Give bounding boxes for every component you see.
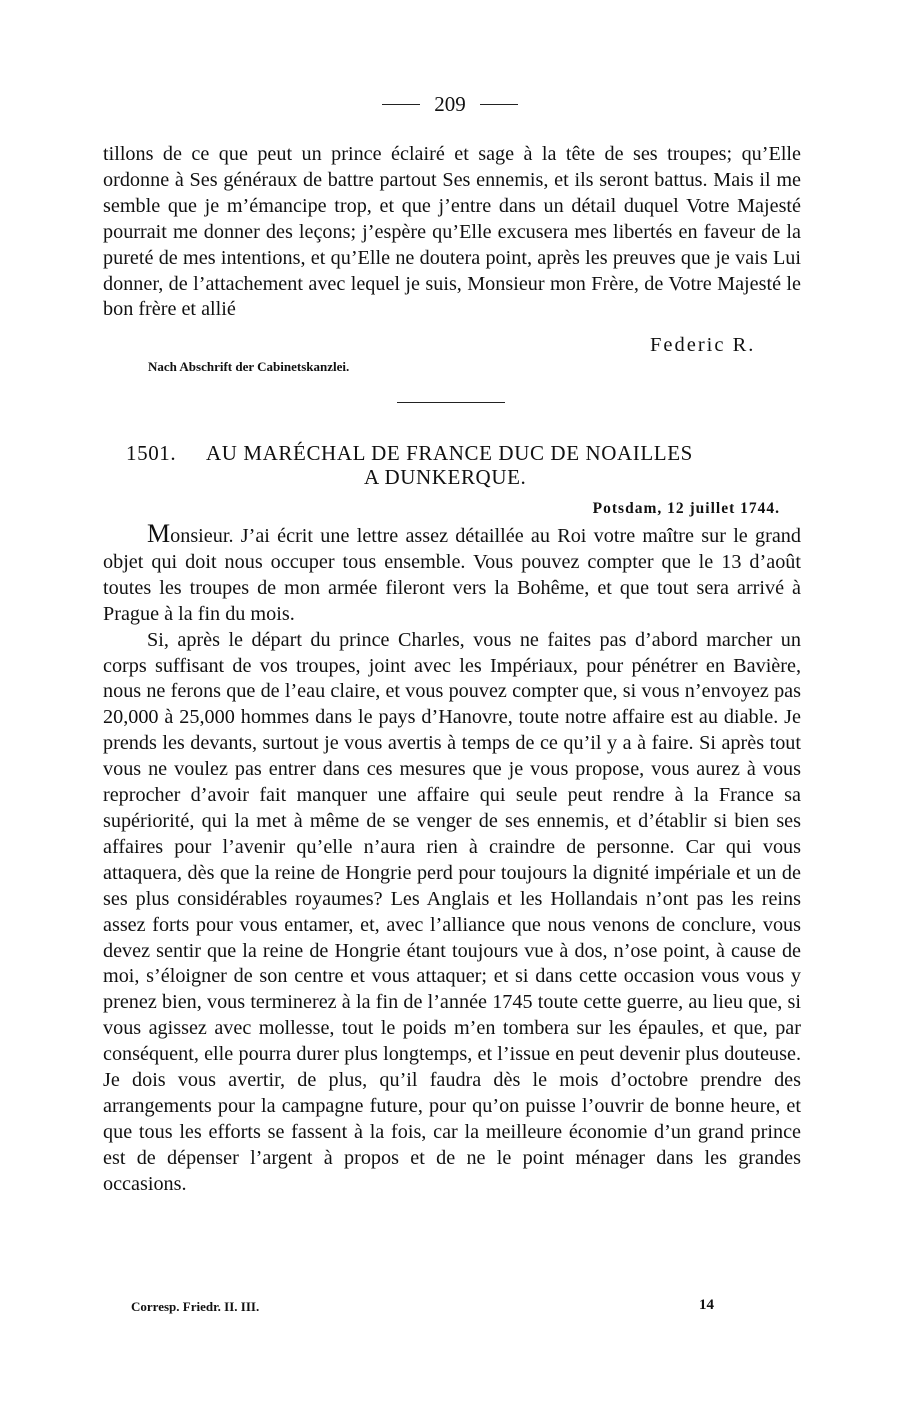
letter-number: 1501. bbox=[126, 441, 177, 465]
footer-signature-mark: Corresp. Friedr. II. III. bbox=[131, 1299, 260, 1314]
letter-title-line-1: AU MARÉCHAL DE FRANCE DUC DE NOAILLES bbox=[206, 441, 693, 465]
header-rule-right bbox=[480, 104, 518, 105]
footer-sheet-number: 14 bbox=[699, 1297, 714, 1313]
signature: Federic R. bbox=[650, 334, 756, 356]
source-note: Nach Abschrift der Cabinetskanzlei. bbox=[148, 359, 350, 374]
letter-paragraph-2: Si, après le départ du prince Charles, vous ne faites pas d’abord marcher un corps suffisant de vos troupes, joint avec les Impériaux, pour pénétrer en Bavière, nous ne ferons que de l’eau claire, et vous pouvez compter que, si vous n’envoyez pas 20,000 à 25,000 hommes dans le pays d’Hanovre, toute notre affaire est au diable. Je prends les devants, surtout je vous avertis à temps de ce qu’il y a à faire. Si après tout vous ne voulez pas entrer dans ces mesures que je vous propose, vous aurez à vous reprocher d’avoir fait manquer une affaire qui seule peut rendre à la France sa supériorité, qui la met à même de se venger de ses ennemis, et d’établir si bien ses affaires pour l’avenir qu’elle n’aura rien à craindre de personne. Car qui vous attaquera, dès que la reine de Hongrie perd pour toujours la dignité impériale et un de ses plus considérables royaumes? Les Anglais et les Hollandais n’ont pas les reins assez forts pour vous entamer, et, avec l’alliance que nous venons de conclure, vous devez sentir que la reine de Hongrie étant toujours vue à dos, n’ose point, à cause de moi, s’éloigner de son centre et vous attaquer; et si dans cette occasion vous vous y prenez bien, vous terminerez à la fin de l’année 1745 toute cette guerre, au lieu que, si vous agissez avec mollesse, tout le poids m’en tombera sur les épaules, et que, par conséquent, elle pourra durer plus longtemps, et l’issue en peut devenir plus douteuse. Je dois vous avertir, de plus, qu’il faudra dès le mois d’octobre prendre des arrangements pour la campagne future, pour qu’on puisse l’ouvrir de bonne heure, et que tous les efforts se fassent à la fois, car la meilleure économie d’un grand prince est de dépenser l’argent à propos et de ne le point ménager dans les grandes occasions. bbox=[103, 628, 801, 1195]
previous-letter-text bbox=[103, 142, 801, 323]
section-divider bbox=[397, 402, 505, 403]
dateline bbox=[593, 500, 780, 518]
dateline-date: 12 juillet 1744. bbox=[667, 500, 780, 517]
letter-paragraph-1: Monsieur. J’ai écrit une lettre assez détaillée au Roi votre maître sur le grand objet qui doit nous occuper tous ensemble. Vous pouvez compter que le 13 d’août toutes les troupes de mon armée fileront vers la Bohême, et que tout sera arrivé à Prague à la fin du mois. bbox=[103, 519, 801, 625]
header-rule-left bbox=[382, 104, 420, 105]
letter-body bbox=[103, 521, 801, 1198]
dateline-place: Potsdam, bbox=[592, 500, 663, 517]
page-header bbox=[0, 92, 900, 117]
letter-title-line-2: A DUNKERQUE. bbox=[364, 465, 527, 489]
page-number: 209 bbox=[434, 92, 466, 116]
previous-letter-paragraph: tillons de ce que peut un prince éclairé et sage à la tête de ses troupes; qu’Elle ordonne à Ses généraux de battre partout Ses ennemis, et ils seront battus. Mais il me semble que je m’émancipe trop, et que j’entre dans un détail duquel Votre Majesté pourrait me donner des leçons; j’espère qu’Elle excusera mes libertés en faveur de la pureté de mes intentions, et qu’Elle ne doutera point, après les preuves que je vais Lui donner, de l’attachement avec lequel je suis, Monsieur mon Frère, de Votre Majesté le bon frère et allié bbox=[103, 143, 801, 321]
